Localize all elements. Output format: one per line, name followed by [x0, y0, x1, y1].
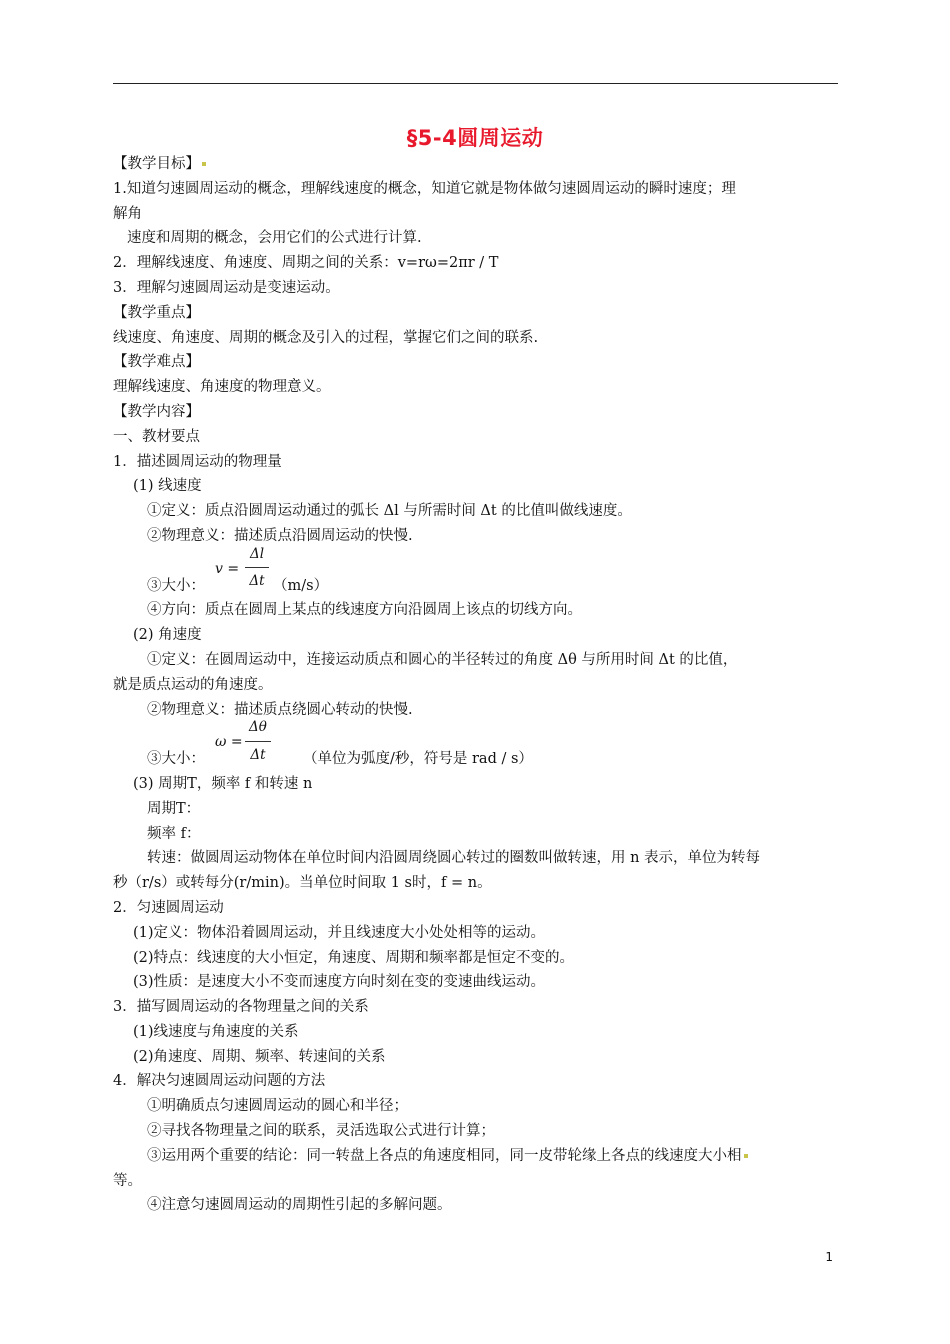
goal-3: 3．理解匀速圆周运动是变速运动。	[113, 279, 340, 296]
av-denominator: Δt	[250, 746, 266, 763]
lv-lhs: v =	[215, 560, 240, 577]
lv-magnitude-label: ③大小：	[147, 577, 205, 594]
s2-title: 2．匀速圆周运动	[113, 899, 224, 916]
lv-unit: （m/s）	[273, 577, 329, 594]
header-rule	[113, 83, 838, 84]
lv-denominator: Δt	[249, 573, 265, 590]
av-numerator: Δθ	[249, 719, 267, 736]
s1-angular-velocity: (2) 角速度	[133, 627, 202, 644]
s1-frequency: 频率 f：	[147, 825, 201, 842]
document-body	[113, 152, 841, 1218]
s4-method-3a: ③运用两个重要的结论：同一转盘上各点的角速度相同，同一皮带轮缘上各点的线速度大小相	[113, 1144, 841, 1169]
s3-title: 3．描写圆周运动的各物理量之间的关系	[113, 999, 369, 1016]
s1-av-definition-a: ①定义：在圆周运动中，连接运动质点和圆心的半径转过的角度 Δθ 与所用时间 Δt 的比值，	[147, 651, 738, 668]
goal-1-line-a: 1.知道匀速圆周运动的概念，理解线速度的概念，知道它就是物体做匀速圆周运动的瞬时速度；理	[113, 180, 736, 197]
s2-definition: (1)定义：物体沿着圆周运动，并且线速度大小处处相等的运动。	[133, 924, 546, 941]
s4-method-2: ②寻找各物理量之间的联系，灵活选取公式进行计算；	[147, 1123, 495, 1140]
s1-title: 1．描述圆周运动的物理量	[113, 453, 282, 470]
marker-dot	[744, 1154, 748, 1158]
s1-rotation-speed-b: 秒（r/s）或转每分(r/min)。当单位时间取 1 s时，f = n。	[113, 875, 492, 892]
s1-lv-direction: ④方向：质点在圆周上某点的线速度方向沿圆周上该点的切线方向。	[147, 602, 582, 619]
page-title: §5-4圆周运动	[406, 126, 544, 150]
lv-fraction-bar	[245, 567, 269, 568]
s4-method-1: ①明确质点匀速圆周运动的圆心和半径；	[147, 1098, 408, 1115]
s1-period-frequency: (3) 周期T，频率 f 和转速 n	[133, 775, 313, 792]
av-magnitude-line	[113, 719, 841, 772]
s1-av-meaning: ②物理意义：描述质点绕圆心转动的快慢.	[147, 701, 413, 718]
marker-dot	[202, 162, 206, 166]
av-lhs: ω =	[215, 734, 243, 751]
av-fraction-bar	[245, 741, 271, 742]
s1-linear-velocity: (1) 线速度	[133, 478, 202, 495]
s1-lv-definition: ①定义：质点沿圆周运动通过的弧长 Δl 与所需时间 Δt 的比值叫做线速度。	[147, 503, 632, 520]
s4-method-3b: 等。	[113, 1172, 142, 1189]
section-1-heading: 一、教材要点	[113, 428, 200, 445]
s1-av-definition-b: 就是质点运动的角速度。	[113, 676, 273, 693]
difficulty-text: 理解线速度、角速度的物理意义。	[113, 379, 331, 396]
lv-magnitude-line	[113, 545, 841, 599]
key-header: 【教学重点】	[113, 304, 200, 321]
s1-period: 周期T：	[147, 800, 201, 817]
key-text: 线速度、角速度、周期的概念及引入的过程，掌握它们之间的联系.	[113, 329, 539, 346]
lv-numerator: Δl	[249, 545, 265, 562]
s1-lv-meaning: ②物理意义：描述质点沿圆周运动的快慢.	[147, 527, 413, 544]
content-header: 【教学内容】	[113, 403, 200, 420]
s3-relation-2: (2)角速度、周期、频率、转速间的关系	[133, 1048, 386, 1065]
s2-features: (2)特点：线速度的大小恒定，角速度、周期和频率都是恒定不变的。	[133, 949, 575, 966]
av-unit: （单位为弧度/秒，符号是 rad / s）	[303, 751, 533, 768]
s4-title: 4．解决匀速圆周运动问题的方法	[113, 1073, 326, 1090]
goal-1-line-c: 速度和周期的概念，会用它们的公式进行计算.	[127, 230, 422, 247]
s2-nature: (3)性质：是速度大小不变而速度方向时刻在变的变速曲线运动。	[133, 974, 546, 991]
goal-1-line-b: 解角	[113, 205, 142, 222]
difficulty-header: 【教学难点】	[113, 354, 200, 371]
av-magnitude-label: ③大小：	[147, 751, 205, 768]
s3-relation-1: (1)线速度与角速度的关系	[133, 1023, 299, 1040]
goals-header: 【教学目标】	[113, 152, 841, 177]
s1-rotation-speed-a: 转速：做圆周运动物体在单位时间内沿圆周绕圆心转过的圈数叫做转速，用 n 表示，单位为转每	[147, 850, 761, 867]
s4-method-4: ④注意匀速圆周运动的周期性引起的多解问题。	[147, 1197, 452, 1214]
page-number: 1	[825, 1250, 833, 1264]
goal-2: 2．理解线速度、角速度、周期之间的关系：v=rω=2πr / T	[113, 255, 499, 272]
